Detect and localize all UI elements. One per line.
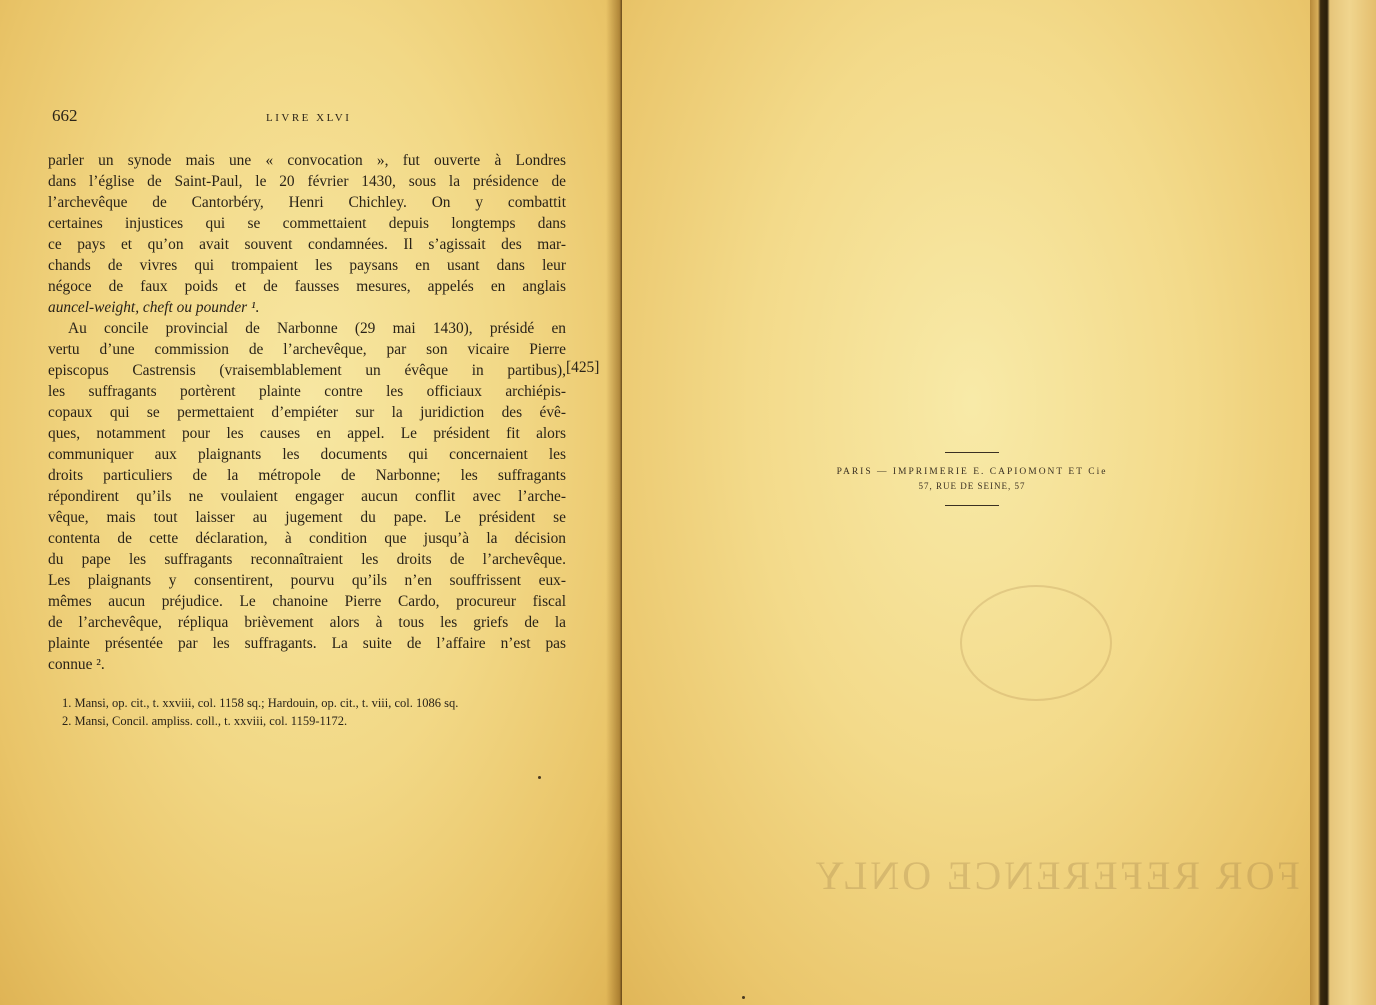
text-line: parler un synode mais une « convocation », fut ouverte à Londres: [48, 152, 566, 169]
imprint-rule-bottom: [945, 505, 999, 506]
imprint-address: 57, RUE DE SEINE, 57: [918, 481, 1026, 491]
text-line: contenta de cette déclaration, à condition que jusqu’à la décision: [48, 530, 566, 547]
text-line: ce pays et qu’on avait souvent condamnées. Il s’agissait des mar-: [48, 236, 566, 253]
text-line: les suffragants portèrent plainte contre les officiaux archiépis-: [48, 383, 566, 400]
imprint-printer: PARIS — IMPRIMERIE E. CAPIOMONT ET Cie: [836, 467, 1108, 477]
faded-library-stamp: [960, 585, 1112, 701]
page-edges: [1310, 0, 1376, 1005]
text-line: Au concile provincial de Narbonne (29 mai 1430), présidé en: [68, 320, 566, 337]
text-line: episcopus Castrensis (vraisemblablement un évêque in partibus),: [48, 362, 566, 379]
text-line: Les plaignants y consentirent, pourvu qu’ils n’en souffrissent eux-: [48, 572, 566, 589]
text-line: de l’archevêque, répliqua brièvement alors à tous les griefs de la: [48, 614, 566, 631]
body-text: [48, 150, 566, 675]
margin-reference: [425]: [566, 359, 600, 376]
running-head-title: LIVRE XLVI: [266, 112, 352, 124]
text-line: ques, notamment pour les causes en appel. Le président fit alors: [48, 425, 566, 442]
bleed-through-watermark: FOR REFERENCE ONLY: [812, 853, 1300, 898]
page-number: 662: [52, 106, 78, 125]
text-line: négoce de faux poids et de fausses mesures, appelés en anglais: [48, 278, 566, 295]
footnotes: [62, 694, 572, 730]
text-line: connue ².: [48, 656, 105, 673]
text-line: auncel-weight, cheft ou pounder ¹.: [48, 299, 260, 316]
text-line: répondirent qu’ils ne voulaient engager aucun conflit avec l’arche-: [48, 488, 566, 505]
footnote: 1. Mansi, op. cit., t. xxviii, col. 1158 sq.; Hardouin, op. cit., t. viii, col. 1086 sq.: [62, 696, 459, 710]
running-head: [52, 106, 572, 130]
printer-imprint: [622, 452, 1322, 506]
text-line: copaux qui se permettaient d’empiéter sur la juridiction des évê-: [48, 404, 566, 421]
text-line: droits particuliers de la métropole de Narbonne; les suffragants: [48, 467, 566, 484]
text-line: mêmes aucun préjudice. Le chanoine Pierre Cardo, procureur fiscal: [48, 593, 566, 610]
text-line: chands de vivres qui trompaient les paysans en usant dans leur: [48, 257, 566, 274]
text-line: communiquer aux plaignants les documents qui concernaient les: [48, 446, 566, 463]
text-line: dans l’église de Saint-Paul, le 20 février 1430, sous la présidence de: [48, 173, 566, 190]
left-page: [0, 0, 622, 1005]
text-line: vertu d’une commission de l’archevêque, par son vicaire Pierre: [48, 341, 566, 358]
text-line: l’archevêque de Cantorbéry, Henri Chichley. On y combattit: [48, 194, 566, 211]
text-line: du pape les suffragants reconnaîtraient les droits de l’archevêque.: [48, 551, 566, 568]
ink-speck: [742, 996, 745, 999]
text-line: certaines injustices qui se commettaient depuis longtemps dans: [48, 215, 566, 232]
footnote: 2. Mansi, Concil. ampliss. coll., t. xxviii, col. 1159-1172.: [62, 714, 348, 728]
ink-speck: [538, 776, 541, 779]
imprint-rule-top: [945, 452, 999, 453]
text-line: plainte présentée par les suffragants. La suite de l’affaire n’est pas: [48, 635, 566, 652]
text-line: vêque, mais tout laisser au jugement du pape. Le président se: [48, 509, 566, 526]
